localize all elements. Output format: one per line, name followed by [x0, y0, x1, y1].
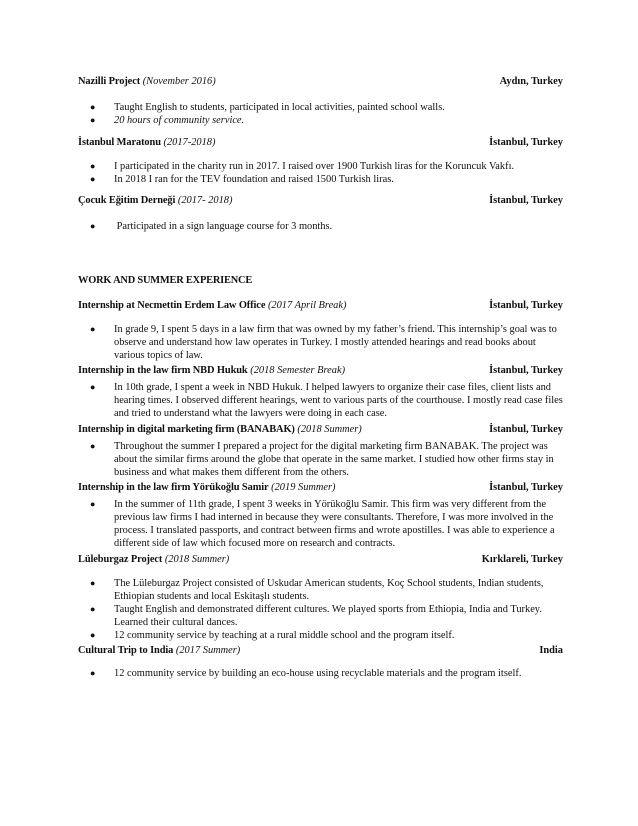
bullet-text: 12 community service by teaching at a rural middle school and the program itself.	[114, 630, 455, 641]
entry-bullets	[78, 440, 563, 479]
bullet-icon: ●	[90, 324, 96, 334]
entry-bullets	[78, 220, 563, 233]
entry-header-cultural-trip-india	[78, 644, 563, 657]
bullet-text: Taught English and demonstrated different cultures. We played sports from Ethiopia, India and Turkey. Learned their cultural dances.	[114, 604, 542, 628]
bullet-text: In grade 9, I spent 5 days in a law firm that was owned by my father’s friend. This internship’s goal was to observe and understand how law operates in Turkey. I mostly attended hearings and read books about various topics of law.	[114, 324, 557, 361]
list-item	[78, 101, 563, 114]
entry-period: (2017- 2018)	[177, 195, 233, 206]
bullet-text: The Lüleburgaz Project consisted of Uskudar American students, Koç School students, Indian students, Ethiopian students and local Eskitaşlı students.	[114, 578, 544, 602]
entry-header-nbd-hukuk	[78, 364, 563, 377]
bullet-text: In 10th grade, I spent a week in NBD Hukuk. I helped lawyers to organize their case files, client lists and hearing times. I observed different hearings, went to various parts of the courthouse. I mostly read case files and tried to understand what the lawyers were doing in each case.	[114, 382, 563, 419]
bullet-text: I participated in the charity run in 2017. I raised over 1900 Turkish liras for the Koruncuk Vakfı.	[114, 161, 515, 172]
list-item	[78, 160, 563, 173]
entry-location: Aydın, Turkey	[499, 76, 563, 87]
entry-title: Çocuk Eğitim Derneği	[78, 195, 176, 206]
bullet-text: Throughout the summer I prepared a project for the digital marketing firm BANABAK. The project was about the similar firms around the globe that operate in the same market. I studied how other firms stay in business and what makes them different from the others.	[114, 441, 554, 478]
section-heading: WORK AND SUMMER EXPERIENCE	[78, 275, 253, 286]
bullet-icon: ●	[90, 161, 96, 171]
entry-title-block	[78, 423, 362, 436]
bullet-text: In 2018 I ran for the TEV foundation and raised 1500 Turkish liras.	[114, 174, 394, 185]
list-item	[78, 629, 563, 642]
bullet-icon: ●	[90, 668, 96, 678]
entry-title-block	[78, 644, 240, 657]
entry-header-banabak	[78, 423, 563, 436]
entry-period: (2017 April Break)	[267, 300, 347, 311]
entry-period: (2018 Summer)	[164, 554, 230, 565]
entry-bullets	[78, 577, 563, 642]
entry-period: (2017 Summer)	[175, 645, 241, 656]
entry-period: (2018 Semester Break)	[250, 365, 346, 376]
bullet-icon: ●	[90, 115, 96, 125]
list-item	[78, 173, 563, 186]
entry-title: Internship in digital marketing firm (BANABAK)	[78, 424, 295, 435]
entry-title: İstanbul Maratonu	[78, 137, 161, 148]
bullet-icon: ●	[90, 630, 96, 640]
list-item	[78, 440, 563, 479]
entry-title-block	[78, 194, 232, 207]
entry-bullets	[78, 381, 563, 420]
entry-location: İstanbul, Turkey	[489, 424, 563, 435]
bullet-text: In the summer of 11th grade, I spent 3 weeks in Yörükoğlu Samir. This firm was very different from the previous law firms I had interned in because they were consultants. Therefore, I was more involved in the process. I translated passports, and contract between firms and wrote apostilles. I was able to experience a different side of law which focused more on research and contracts.	[114, 499, 555, 549]
bullet-icon: ●	[90, 102, 96, 112]
entry-location: İstanbul, Turkey	[489, 365, 563, 376]
entry-header-istanbul-maratonu	[78, 136, 563, 149]
list-item	[78, 498, 563, 550]
entry-title-block	[78, 136, 215, 149]
list-item	[78, 577, 563, 603]
entry-title-block	[78, 364, 345, 377]
entry-title: Internship in the law firm Yörükoğlu Samir	[78, 482, 269, 493]
entry-title: Nazilli Project	[78, 76, 141, 87]
bullet-text: 12 community service by building an eco-house using recyclable materials and the program itself.	[114, 668, 522, 679]
entry-bullets	[78, 160, 563, 186]
bullet-icon: ●	[90, 441, 96, 451]
entry-bullets	[78, 667, 563, 680]
entry-title-block	[78, 75, 216, 88]
entry-bullets	[78, 323, 563, 362]
entry-location: İstanbul, Turkey	[489, 195, 563, 206]
entry-title: Lüleburgaz Project	[78, 554, 163, 565]
entry-period: (2017-2018)	[163, 137, 216, 148]
entry-header-luleburgaz-project	[78, 553, 563, 566]
list-item	[78, 603, 563, 629]
entry-header-necmettin-erdem	[78, 299, 563, 312]
entry-header-nazilli-project	[78, 75, 563, 88]
entry-title-block	[78, 299, 346, 312]
bullet-icon: ●	[90, 578, 96, 588]
bullet-icon: ●	[90, 604, 96, 614]
entry-location: Kırklareli, Turkey	[481, 554, 563, 565]
entry-bullets	[78, 498, 563, 550]
entry-location: India	[539, 645, 563, 656]
entry-title-block	[78, 481, 336, 494]
entry-period: (November 2016)	[142, 76, 216, 87]
list-item	[78, 381, 563, 420]
list-item	[78, 220, 563, 233]
list-item	[78, 323, 563, 362]
list-item	[78, 667, 563, 680]
bullet-icon: ●	[90, 382, 96, 392]
entry-title-block	[78, 553, 229, 566]
entry-title: Internship at Necmettin Erdem Law Office	[78, 300, 266, 311]
entry-header-yorukoglu-samir	[78, 481, 563, 494]
bullet-icon: ●	[90, 499, 96, 509]
entry-period: (2019 Summer)	[271, 482, 336, 493]
entry-location: İstanbul, Turkey	[489, 137, 563, 148]
bullet-icon: ●	[90, 221, 96, 231]
entry-title: Internship in the law firm NBD Hukuk	[78, 365, 248, 376]
bullet-icon: ●	[90, 174, 96, 184]
entry-period: (2018 Summer)	[297, 424, 362, 435]
entry-bullets	[78, 101, 563, 127]
bullet-text: Participated in a sign language course for 3 months.	[114, 221, 333, 232]
entry-location: İstanbul, Turkey	[489, 300, 563, 311]
entry-title: Cultural Trip to India	[78, 645, 174, 656]
entry-header-cocuk-egitim-dernegi	[78, 194, 563, 207]
list-item	[78, 114, 563, 127]
bullet-text: 20 hours of community service.	[114, 115, 245, 126]
entry-location: İstanbul, Turkey	[489, 482, 563, 493]
bullet-text: Taught English to students, participated in local activities, painted school walls.	[114, 102, 445, 113]
